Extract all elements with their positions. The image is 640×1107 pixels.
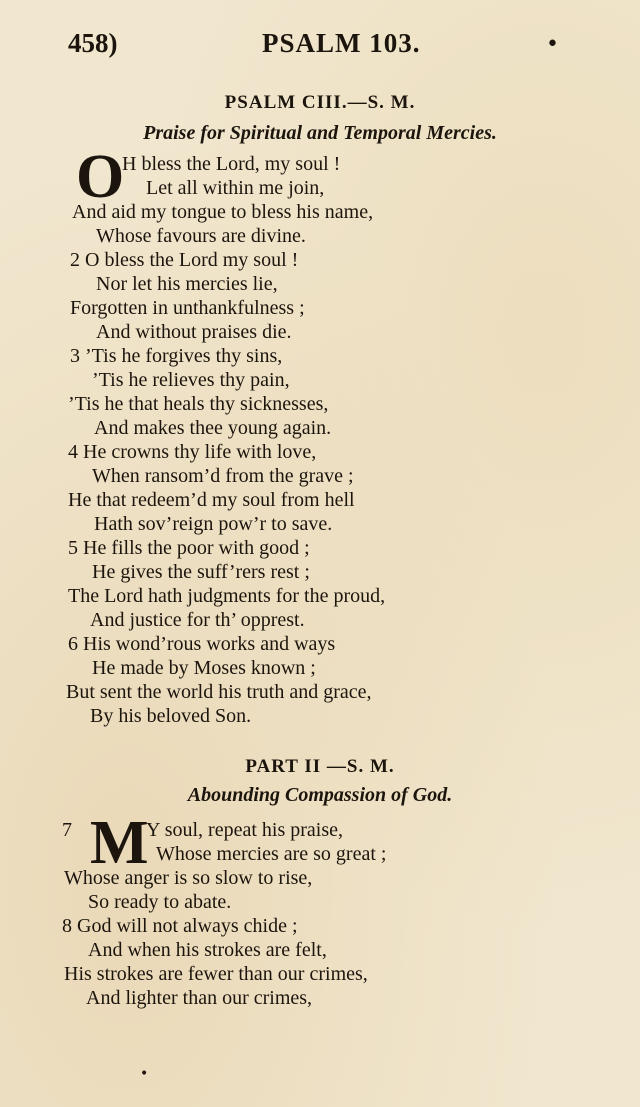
verse-line: ’Tis he relieves thy pain, [92, 369, 290, 391]
header-mark: • [546, 32, 559, 57]
verse-line: When ransom’d from the grave ; [92, 465, 354, 487]
verse-line: ’Tis he that heals thy sicknesses, [68, 393, 329, 415]
verse-number: 7 [62, 819, 72, 841]
verse-line: Let all within me join, [146, 177, 325, 199]
psalm-subtitle: Praise for Spiritual and Temporal Mercies. [143, 122, 497, 144]
verse-line: Whose mercies are so great ; [156, 843, 387, 865]
verse-line: 2 O bless the Lord my soul ! [70, 249, 299, 271]
verse-line: Y soul, repeat his praise, [146, 819, 343, 841]
verse-line: He that redeem’d my soul from hell [68, 489, 355, 511]
verse-line: By his beloved Son. [90, 705, 252, 727]
part-subtitle: Abounding Compassion of God. [187, 784, 453, 806]
verse-line: The Lord hath judgments for the proud, [68, 585, 386, 607]
verse-line: He made by Moses known ; [92, 657, 316, 679]
part-title: PART II —S. M. [245, 756, 395, 777]
verse-line: And lighter than our crimes, [86, 987, 313, 1009]
verse-line: He gives the suff’rers rest ; [92, 561, 310, 583]
verse-line: Whose favours are divine. [96, 225, 306, 247]
verse-line: And without praises die. [96, 321, 292, 343]
verse-line: And when his strokes are felt, [88, 939, 327, 961]
verse-line: And makes thee young again. [94, 417, 332, 439]
verse-line: And justice for th’ opprest. [90, 609, 305, 631]
footer-mark: • [140, 1066, 149, 1082]
drop-cap-o: O [76, 143, 125, 211]
page-header [68, 28, 568, 68]
verse-line: His strokes are fewer than our crimes, [64, 963, 368, 985]
running-head: PSALM 103. [262, 28, 421, 58]
page-number: 458) [68, 28, 118, 58]
verse-line: So ready to abate. [88, 891, 232, 913]
verse-line: 4 He crowns thy life with love, [68, 441, 317, 463]
verse-line: Forgotten in unthankfulness ; [70, 297, 305, 319]
verse-line: 5 He fills the poor with good ; [68, 537, 310, 559]
verse-line: Whose anger is so slow to rise, [64, 867, 313, 889]
verse-line: 8 God will not always chide ; [62, 915, 298, 937]
psalm-title: PSALM CIII.—S. M. [224, 92, 416, 113]
verse-line: H bless the Lord, my soul ! [122, 153, 341, 175]
verse-line: Nor let his mercies lie, [96, 273, 278, 295]
verse-line: 3 ’Tis he forgives thy sins, [70, 345, 283, 367]
verse-line: 6 His wond’rous works and ways [68, 633, 336, 655]
verse-line: But sent the world his truth and grace, [66, 681, 372, 703]
verse-line: Hath sov’reign pow’r to save. [94, 513, 333, 535]
drop-cap-m: M [90, 809, 149, 877]
verse-line: And aid my tongue to bless his name, [72, 201, 374, 223]
